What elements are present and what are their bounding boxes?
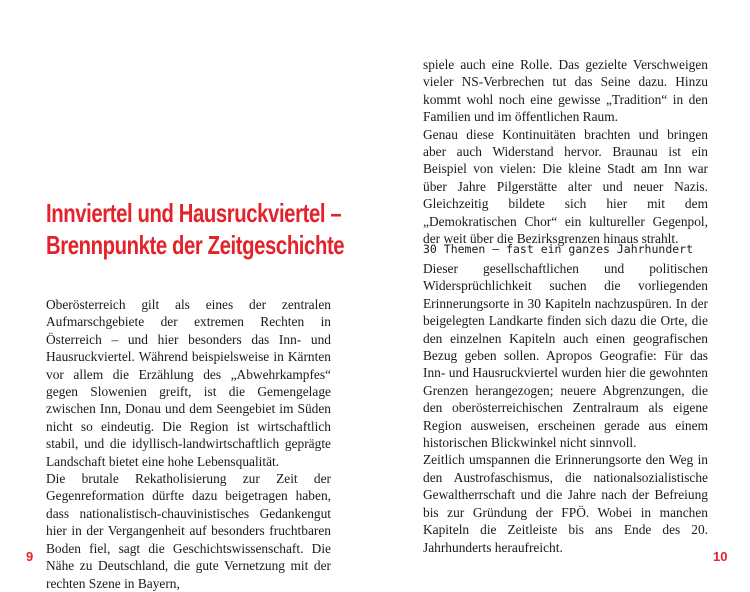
section-subheading: 30 Themen – fast ein ganzes Jahrhundert xyxy=(423,242,694,256)
right-paragraph-3: Dieser gesellschaftlichen und politischen Widersprüchlichkeit suchen die vorliegenden Erinnerungsorte in 30 Kapiteln nachzuspüren. In der beigelegten Landkarte finden sich dazu die Orte, die den einzelnen Kapiteln auch einen geografischen Bezug geben sollen. Apropos Geografie: Für das Inn- und Hausruckviertel wurden hier die gewohnten Grenzen herangezogen; neuere Abgrenzungen, die den oberösterreichischen Zentralraum als eigene Region ausweisen, erscheinen gerade aus einem historischen Blickwinkel nicht sinnvoll. xyxy=(423,261,708,451)
chapter-heading xyxy=(46,197,345,261)
page-number-left: 9 xyxy=(26,549,34,564)
left-paragraph-1: Oberösterreich gilt als eines der zentralen Aufmarschgebiete der extremen Rechten in Österreich – und hier besonders das Inn- und Hausruckviertel. Während beispielsweise in Kärnten vor allem die Erzählung des „Abwehrkampfes“ gegen Slowenien greift, ist die Gemengelage zwischen Inn, Donau und dem Seengebiet im Süden nicht so eindeutig. Die Region ist wirtschaftlich stabil, und die idyllisch-landwirtschaftlich geprägte Landschaft bietet eine hohe Lebensqualität. xyxy=(46,297,331,469)
left-paragraph-2: Die brutale Rekatholisierung zur Zeit der Gegenreformation dürfte dazu beigetragen haben, dass nationalistisch-chauvinistisches Gedankengut hier in der Vergangenheit auf besonders fruchtbaren Boden fiel, sagt die Geschichtswissenschaft. Die Nähe zu Deutschland, die gute Vernetzung mit der rechten Szene in Bayern, xyxy=(46,471,331,591)
right-page xyxy=(375,0,750,587)
heading-line-2: Brennpunkte der Zeitgeschichte xyxy=(46,230,345,260)
page-number-right: 10 xyxy=(713,549,728,564)
right-paragraph-2: Genau diese Kontinuitäten brachten und bringen aber auch Widerstand hervor. Braunau ist ein Beispiel von vielen: Die kleine Stadt am Inn war über Jahre Pilgerstätte alter und neuer Nazis. Gleichzeitig bildete sich hier mit dem „Demokratischen Chor“ ein kultureller Gegenpol, der weit über die Bezirksgrenzen hinaus strahlt. xyxy=(423,126,708,247)
right-paragraph-4: Zeitlich umspannen die Erinnerungsorte den Weg in den Austrofaschismus, die nationalsozialistische Gewaltherrschaft und die Jahre nach der Befreiung bis zur Gründung der FPÖ. Wobei in manchen Kapiteln die Zeitleiste bis ans Ende des 20. Jahrhunderts heraufreicht. xyxy=(423,452,708,555)
left-body xyxy=(46,296,331,592)
heading-line-1: Innviertel und Hausruckviertel – xyxy=(46,198,342,228)
left-page xyxy=(0,0,375,591)
right-paragraph-1: spiele auch eine Rolle. Das gezielte Verschweigen vieler NS-Verbrechen tut das Seine dazu. Hinzu kommt wohl noch eine gewisse „Tradition“ in den Familien und im öffentlichen Raum. xyxy=(423,57,708,125)
right-body-top xyxy=(423,56,708,247)
right-body-bottom xyxy=(423,260,708,556)
